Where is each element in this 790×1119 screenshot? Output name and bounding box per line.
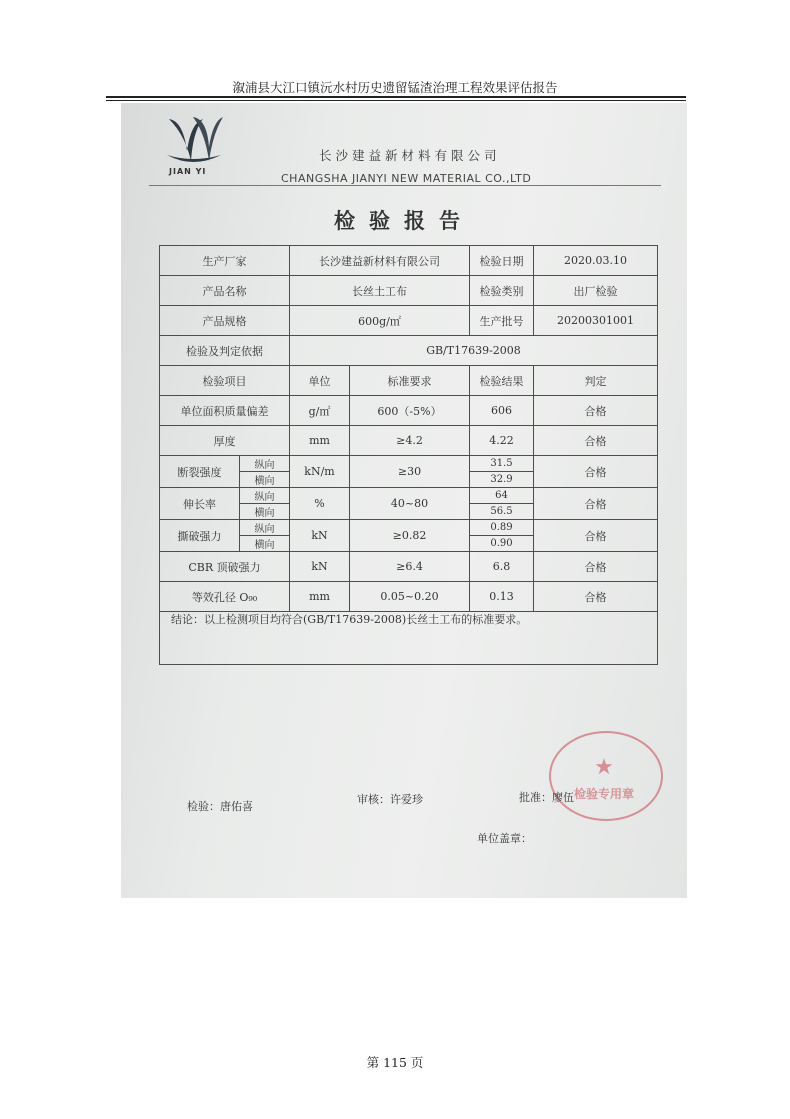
date-value: 2020.03.10 [534,246,658,276]
product-label: 产品名称 [160,276,290,306]
verdict-cell: 合格 [534,582,658,612]
verdict-cell: 合格 [534,552,658,582]
unit-cell: mm [290,426,350,456]
spec-label: 产品规格 [160,306,290,336]
result-cell: 4.22 [470,426,534,456]
result-cell: 0.89 [470,520,534,536]
standard-cell: 0.05~0.20 [350,582,470,612]
sub-item-cell: 纵向 [240,520,290,536]
inspection-table [159,245,658,665]
item-cell: CBR 顶破强力 [160,552,290,582]
table-row [160,456,658,472]
item-cell: 等效孔径 O₉₀ [160,582,290,612]
result-cell: 0.90 [470,536,534,552]
result-cell: 6.8 [470,552,534,582]
official-seal [549,731,663,821]
header-rule-thin [106,100,686,101]
unit-cell: % [290,488,350,520]
type-label: 检验类别 [470,276,534,306]
result-cell: 32.9 [470,472,534,488]
item-cell: 厚度 [160,426,290,456]
standard-cell: ≥4.2 [350,426,470,456]
product-value: 长丝土工布 [290,276,470,306]
standard-cell: 40~80 [350,488,470,520]
batch-label: 生产批号 [470,306,534,336]
report-title: 检验报告 [334,208,474,233]
result-cell: 64 [470,488,534,504]
approver-signature: 批准：廖伍 [519,791,574,804]
verdict-cell: 合格 [534,456,658,488]
conclusion-text: 结论：以上检测项目均符合(GB/T17639-2008)长丝土工布的标准要求。 [171,613,528,626]
unit-seal-label: 单位盖章： [477,832,532,845]
company-name-cn: 长沙建益新材料有限公司 [319,148,501,163]
manufacturer-value: 长沙建益新材料有限公司 [290,246,470,276]
standard-cell: ≥0.82 [350,520,470,552]
table-header-row [160,366,658,396]
standard-cell: ≥30 [350,456,470,488]
sub-item-cell: 横向 [240,504,290,520]
unit-cell: kN/m [290,456,350,488]
result-cell: 606 [470,396,534,426]
unit-cell: g/㎡ [290,396,350,426]
standard-cell: ≥6.4 [350,552,470,582]
report-photo [121,103,687,898]
result-cell: 56.5 [470,504,534,520]
page-header: 溆浦县大江口镇沅水村历史遗留锰渣治理工程效果评估报告 [232,80,558,95]
verdict-cell: 合格 [534,520,658,552]
verdict-cell: 合格 [534,426,658,456]
company-name-en: CHANGSHA JIANYI NEW MATERIAL CO.,LTD [281,172,532,185]
table-row [160,396,658,426]
result-cell: 0.13 [470,582,534,612]
manufacturer-label: 生产厂家 [160,246,290,276]
spec-value: 600g/㎡ [290,306,470,336]
sub-item-cell: 纵向 [240,488,290,504]
standard-cell: 600（-5%） [350,396,470,426]
item-cell: 单位面积质量偏差 [160,396,290,426]
title-rule [149,185,661,186]
info-row-basis [160,336,658,366]
sub-item-cell: 横向 [240,536,290,552]
table-row [160,552,658,582]
logo-text: JIAN YI [169,167,207,176]
company-logo-icon [163,111,225,171]
unit-cell: mm [290,582,350,612]
inspector-signature: 检验：唐佑喜 [187,800,253,813]
star-icon: ★ [594,755,614,780]
sub-item-cell: 纵向 [240,456,290,472]
reviewer-signature: 审核：许爱珍 [357,793,423,806]
item-cell: 撕破强力 [160,520,240,552]
table-row [160,520,658,536]
unit-cell: kN [290,520,350,552]
table-row [160,582,658,612]
table-row [160,488,658,504]
table-row [160,426,658,456]
basis-label: 检验及判定依据 [160,336,290,366]
basis-value: GB/T17639-2008 [290,336,658,366]
verdict-cell: 合格 [534,396,658,426]
column-header-standard: 标准要求 [350,366,470,396]
header-rule [106,96,686,98]
unit-cell: kN [290,552,350,582]
item-cell: 断裂强度 [160,456,240,488]
seal-text: 检验专用章 [573,787,634,801]
column-header-unit: 单位 [290,366,350,396]
info-row-manufacturer [160,246,658,276]
column-header-item: 检验项目 [160,366,290,396]
info-row-product [160,276,658,306]
column-header-verdict: 判定 [534,366,658,396]
type-value: 出厂检验 [534,276,658,306]
date-label: 检验日期 [470,246,534,276]
page-number: 第 115 页 [366,1055,424,1070]
batch-value: 20200301001 [534,306,658,336]
info-row-spec [160,306,658,336]
item-cell: 伸长率 [160,488,240,520]
column-header-result: 检验结果 [470,366,534,396]
result-cell: 31.5 [470,456,534,472]
verdict-cell: 合格 [534,488,658,520]
sub-item-cell: 横向 [240,472,290,488]
